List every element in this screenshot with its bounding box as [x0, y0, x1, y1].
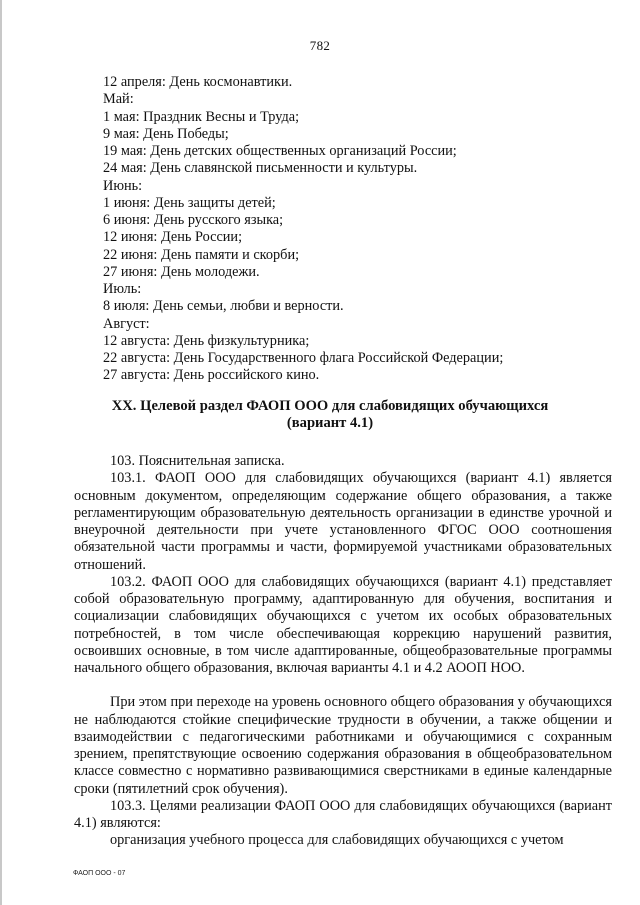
paragraph-103-2: 103.2. ФАОП ООО для слабовидящих обучающихся (вариант 4.1) представляет собой образовательную программу, адаптированную для обучения, воспитания и социализации слабовидящих обучающихся с учетом их особых образовательных потребностей, в том числе обеспечивающая коррекцию нарушений развития, освоивших основные, в том числе адаптированные, общеобразовательные программы начального общего образования, включая варианты 4.1 и 4.2 АООП НОО.: [74, 573, 612, 676]
calendar-line: 1 мая: Праздник Весны и Труда;: [103, 108, 300, 125]
paragraph-103-1: 103.1. ФАОП ООО для слабовидящих обучающихся (вариант 4.1) является основным документом, определяющим содержание общего образования, а также регламентирующим образовательную деятельность организации в единстве урочной и внеурочной деятельности при учете установленного ФГОС ООО соотношения обязательной части программы и части, формируемой участниками образовательных отношений.: [74, 470, 612, 573]
calendar-line: 19 мая: День детских общественных организаций России;: [103, 143, 457, 159]
paragraph-103-3: 103.3. Целями реализации ФАОП ООО для слабовидящих обучающихся (вариант 4.1) являются:: [74, 797, 612, 831]
calendar-line: 1 июня: День защиты детей;: [103, 194, 276, 211]
section-title-line: XX. Целевой раздел ФАОП ООО для слабовидящих обучающихся: [111, 398, 549, 414]
calendar-month-heading: Июль:: [103, 281, 142, 297]
paragraph-transition: При этом при переходе на уровень основного общего образования у обучающихся не наблюдаются стойкие специфические трудности в обучении, а также общении и взаимодействии с педагогическими работниками и обучающимися с сохранным зрением, препятствующие освоению содержания образования в общеобразовательном классе совместно с нормативно развивающимися сверстниками в единые календарные сроки (пятилетний срок обучения).: [74, 694, 612, 797]
calendar-month-heading: Июнь:: [103, 177, 143, 194]
calendar-line: 27 июня: День молодежи.: [103, 263, 260, 280]
calendar-line: 12 июня: День России;: [103, 229, 243, 246]
document-body: [74, 453, 612, 850]
calendar-line: 27 августа: День российского кино.: [103, 367, 320, 384]
calendar-line: 24 мая: День славянской письменности и культуры.: [103, 160, 418, 177]
calendar-line: 22 июня: День памяти и скорби;: [103, 246, 300, 263]
paragraph-103: 103. Пояснительная записка.: [110, 453, 285, 469]
paragraph-spacer: [74, 677, 612, 694]
calendar-line: 22 августа: День Государственного флага Российской Федерации;: [103, 350, 504, 366]
scan-edge: [0, 0, 2, 905]
calendar-line: 12 апреля: День космонавтики.: [103, 74, 293, 90]
section-title-line: (вариант 4.1): [286, 415, 374, 431]
section-title: [110, 398, 550, 432]
paragraph-goal: организация учебного процесса для слабовидящих обучающихся с учетом: [110, 832, 564, 849]
calendar-line: 8 июля: День семьи, любви и верности.: [103, 298, 344, 315]
calendar-line: 12 августа: День физкультурника;: [103, 332, 310, 349]
calendar-line: 9 мая: День Победы;: [103, 125, 229, 142]
calendar-month-heading: Август:: [103, 315, 150, 332]
calendar-line: 6 июня: День русского языка;: [103, 212, 284, 228]
footer-code: ФАОП ООО - 07: [73, 870, 126, 877]
page-number: 782: [309, 38, 331, 53]
holiday-calendar-list: [103, 74, 563, 385]
calendar-month-heading: Май:: [103, 91, 134, 108]
